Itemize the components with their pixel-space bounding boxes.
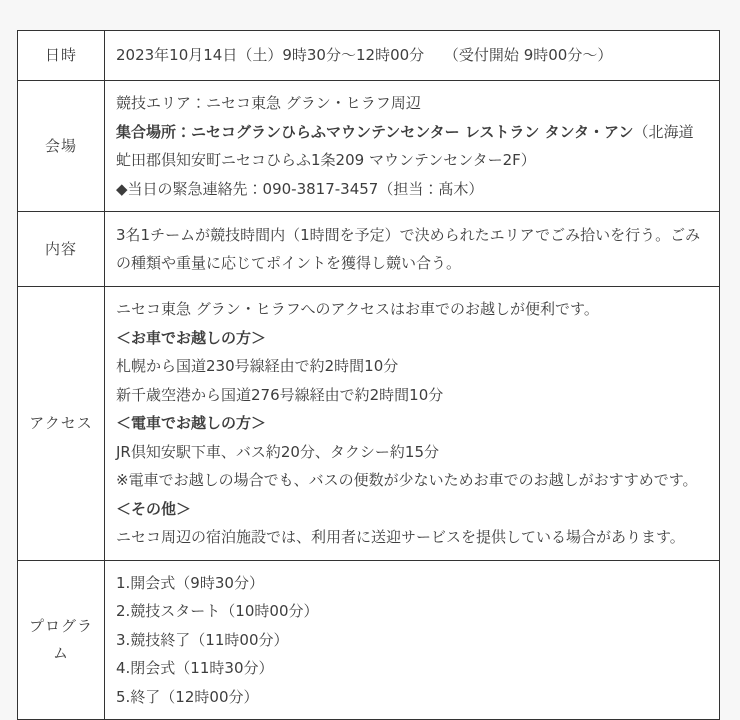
text-run: 札幌から国道230号線経由で約2時間10分 [116,357,399,375]
row-header: プログラム [18,560,105,720]
bold-text-run: 集合場所：ニセコグランひらふマウンテンセンター レストラン タンタ・アン [116,122,634,141]
text-run: ◆当日の緊急連絡先：090-3817-3457（担当：髙木） [116,179,484,198]
text-run: 3名1チームが競技時間内（1時間を予定）で決められたエリアでごみ拾いを行う。ごみの種類や重量に応じてポイントを獲得し競い合う。 [116,225,701,272]
bold-text-run: ＜その他＞ [116,499,192,518]
table-row [18,81,720,212]
paragraph [116,324,707,353]
paragraph [116,352,707,381]
text-run: 新千歳空港から国道276号線経由で約2時間10分 [116,385,444,404]
paragraph [116,118,707,175]
text-run: JR倶知安駅下車、バス約20分、タクシー約15分 [116,442,440,461]
text-run: 5.終了（12時00分） [116,687,259,706]
paragraph [116,523,707,552]
bold-text-run: ＜お車でお越しの方＞ [116,328,267,347]
text-run: 2023年10月14日（土）9時30分～12時00分 （受付開始 9時00分～） [116,46,613,65]
paragraph [116,381,707,410]
paragraph [116,438,707,467]
table-row [18,560,720,720]
table-body [18,31,720,720]
paragraph [116,654,707,683]
text-run: （北海道虻田郡倶知安町ニセコひらふ1条209 マウンテンセンター2F） [116,122,694,169]
row-content [105,31,720,81]
paragraph [116,569,707,598]
table-row [18,212,720,287]
paragraph [116,683,707,712]
row-content [105,81,720,212]
text-run: 3.競技終了（11時00分） [116,630,289,649]
text-run: 競技エリア：ニセコ東急 グラン・ヒラフ周辺 [116,94,421,112]
paragraph [116,89,707,118]
text-run: 4.閉会式（11時30分） [116,659,274,677]
row-content [105,212,720,287]
bold-text-run: ＜電車でお越しの方＞ [116,414,267,432]
paragraph [116,295,707,324]
paragraph [116,466,707,495]
table-row [18,31,720,81]
row-header: 会場 [18,81,105,212]
paragraph [116,495,707,524]
table-row [18,287,720,561]
paragraph [116,41,707,70]
paragraph [116,409,707,438]
row-content [105,287,720,561]
text-run: ※電車でお越しの場合でも、バスの便数が少ないためお車でのお越しがおすすめです。 [116,471,698,489]
paragraph [116,626,707,655]
paragraph [116,221,707,278]
paragraph [116,175,707,204]
text-run: 2.競技スタート（10時00分） [116,602,319,620]
text-run: 1.開会式（9時30分） [116,573,264,592]
text-run: ニセコ東急 グラン・ヒラフへのアクセスはお車でのお越しが便利です。 [116,300,599,318]
event-info-table [17,30,720,720]
row-content [105,560,720,720]
row-header: 日時 [18,31,105,81]
text-run: ニセコ周辺の宿泊施設では、利用者に送迎サービスを提供している場合があります。 [116,528,685,546]
row-header: 内容 [18,212,105,287]
row-header: アクセス [18,287,105,561]
paragraph [116,597,707,626]
